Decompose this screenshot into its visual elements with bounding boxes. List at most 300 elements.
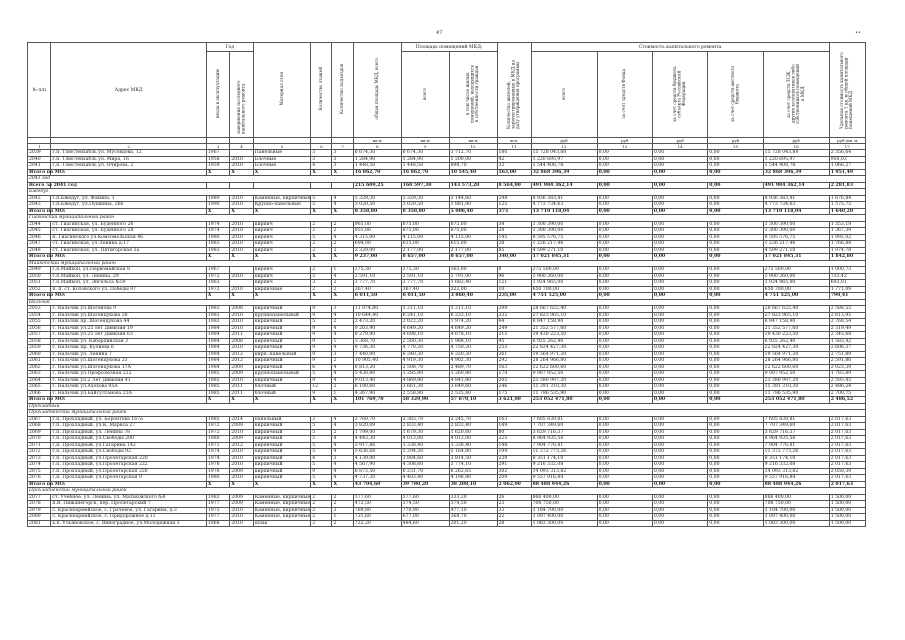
cell-col-8: 8 736,30 bbox=[353, 345, 401, 352]
cell-col-7: 1 bbox=[332, 338, 353, 345]
cell-col-5: кирпич bbox=[253, 234, 310, 241]
cell-col-5: кирпич bbox=[253, 273, 310, 280]
cell-col-3: 1959 bbox=[206, 163, 229, 170]
cell-col-6: 6 bbox=[311, 364, 332, 371]
cell-col-11: 149 bbox=[497, 423, 531, 430]
cell-col-10: 3 260,80 bbox=[449, 371, 497, 378]
cell-col-15: 0,00 bbox=[708, 195, 763, 202]
cell-col-9: 2 560,30 bbox=[401, 338, 449, 345]
cell-col-14: 0,00 bbox=[652, 462, 707, 469]
cell-col-3: 1983 bbox=[206, 247, 229, 254]
cell-col-17: 2 017,63 bbox=[829, 481, 865, 488]
cell-col-11: 33 bbox=[497, 507, 531, 514]
cell-col-9: 2 508,70 bbox=[401, 364, 449, 371]
cell-col-17: 2 281,83 bbox=[829, 182, 865, 189]
cell-col-10: 1 974,20 bbox=[449, 319, 497, 326]
cell-col-10: 5 164,80 bbox=[449, 449, 497, 456]
cell-col-11: 205 bbox=[497, 377, 531, 384]
cell-col-9: 2 558,80 bbox=[401, 390, 449, 397]
cell-col-10: 3 338,40 bbox=[449, 442, 497, 449]
cell-col-9: 2 833,40 bbox=[401, 423, 449, 430]
cell-col-9: 615,00 bbox=[401, 241, 449, 248]
cell-col-6: 3 bbox=[311, 156, 332, 163]
cell-col-3: X bbox=[206, 169, 229, 176]
cell-col-2: ст. Гиагинская, ул. Пятигорская 3а bbox=[51, 247, 206, 254]
cell-col-13: 0,00 bbox=[597, 221, 652, 228]
cell-col-1: 2051 bbox=[28, 280, 51, 287]
cell-col-16: 9 216 332,08 bbox=[763, 462, 829, 469]
cell-col-17: 1 066,27 bbox=[829, 163, 865, 170]
cell-col-12: 9 087 952,50 bbox=[531, 371, 597, 378]
cell-col-15: 0,00 bbox=[708, 371, 763, 378]
cell-col-7: 4 bbox=[332, 364, 353, 371]
cell-col-13: 0,00 bbox=[597, 273, 652, 280]
cell-col-9: 6 231,70 bbox=[401, 468, 449, 475]
cell-col-10: 3 774,10 bbox=[449, 462, 497, 469]
cell-col-4: 2010 bbox=[230, 449, 253, 456]
cell-col-3: 1980 bbox=[206, 475, 229, 482]
cell-col-3: 1984 bbox=[206, 345, 229, 352]
cell-col-4: 2009 bbox=[230, 494, 253, 501]
cell-col-11: 8 564,00 bbox=[497, 182, 531, 189]
cell-col-4: 2009 bbox=[230, 468, 253, 475]
cell-col-13: 0,00 bbox=[597, 195, 652, 202]
cell-col-2: г.п. Прохладный, ул.Пролетарская 222 bbox=[51, 462, 206, 469]
cell-col-11: 174 bbox=[497, 371, 531, 378]
table-body bbox=[28, 150, 866, 527]
cell-col-8: 2 329,00 bbox=[353, 247, 401, 254]
page-number: 47 bbox=[436, 30, 443, 36]
cell-col-11: 125 bbox=[497, 202, 531, 209]
cell-col-15: 0,00 bbox=[708, 390, 763, 397]
cell-col-6: X bbox=[311, 293, 332, 300]
cell-col-6: 9 bbox=[311, 390, 332, 397]
cell-col-4: 2012 bbox=[230, 358, 253, 365]
cell-col-17: 2 050,39 bbox=[829, 468, 865, 475]
cell-col-13: 0,00 bbox=[597, 390, 652, 397]
header-area-group: Площадь помещений МКД: bbox=[401, 43, 497, 52]
section-title: Бжедуг bbox=[28, 189, 866, 196]
cell-col-3: X bbox=[206, 293, 229, 300]
cell-col-10: 4 198,80 bbox=[449, 475, 497, 482]
cell-col-11: 96 bbox=[497, 273, 531, 280]
cell-col-17: 693,01 bbox=[829, 280, 865, 287]
column-number-13: 13 bbox=[597, 144, 652, 150]
column-number-14: 14 bbox=[652, 144, 707, 150]
cell-col-3: 1977 bbox=[206, 501, 229, 508]
cell-col-5: X bbox=[253, 169, 310, 176]
cell-col-13: 0,00 bbox=[597, 423, 652, 430]
cell-col-3: 1985 bbox=[206, 371, 229, 378]
cell-col-6: 9 bbox=[311, 351, 332, 358]
cell-col-9: 8 358,80 bbox=[401, 208, 449, 215]
cell-col-3: 1976 bbox=[206, 468, 229, 475]
cell-col-9: 6 674,30 bbox=[401, 150, 449, 157]
cell-col-10: 4 841,80 bbox=[449, 377, 497, 384]
cell-col-1: 2059 bbox=[28, 345, 51, 352]
column-number-4: 4 bbox=[230, 144, 253, 150]
cell-col-14: 0,00 bbox=[652, 423, 707, 430]
cell-col-9: 484,60 bbox=[401, 520, 449, 527]
cell-col-4: 2010 bbox=[230, 234, 253, 241]
cell-col-15: 0,00 bbox=[708, 228, 763, 235]
cell-col-8: 3 368,70 bbox=[353, 338, 401, 345]
cell-col-4: X bbox=[230, 397, 253, 404]
cell-col-7: 2 bbox=[332, 280, 353, 287]
cell-col-16: 23 380 997,20 bbox=[763, 377, 829, 384]
cell-col-14: 0,00 bbox=[652, 442, 707, 449]
cell-col-1: 2047 bbox=[28, 241, 51, 248]
cell-col-6: X bbox=[311, 481, 332, 488]
cell-col-3: 1972 bbox=[206, 423, 229, 430]
cell-col-13: 0,00 bbox=[597, 455, 652, 462]
cell-col-1: 2054 bbox=[28, 312, 51, 319]
cell-col-9: 5 211,10 bbox=[401, 306, 449, 313]
cell-col-12: 1 300 390,00 bbox=[531, 221, 597, 228]
cell-col-4: 2009 bbox=[230, 371, 253, 378]
header-unit-cost: Удельная стоимость капитального ремонта 1 кв. м общей площади помещений МКД bbox=[829, 43, 865, 138]
cell-col-13: 0,00 bbox=[597, 429, 652, 436]
cell-col-3: 1984 bbox=[206, 332, 229, 339]
cell-col-1: 2067 bbox=[28, 416, 51, 423]
cell-col-1: 2050 bbox=[28, 273, 51, 280]
cell-col-13: 0,00 bbox=[597, 286, 652, 293]
cell-col-1: 2053 bbox=[28, 306, 51, 313]
cell-col-1: 2060 bbox=[28, 351, 51, 358]
cell-col-12: 17 021 845,31 bbox=[531, 254, 597, 261]
cell-col-12: 9 557 916,84 bbox=[531, 475, 597, 482]
cell-col-12: 27 823 965,10 bbox=[531, 312, 597, 319]
cell-col-8: 5 430,80 bbox=[353, 371, 401, 378]
cell-col-11: 10 bbox=[497, 286, 531, 293]
cell-col-11: 209 bbox=[497, 475, 531, 482]
cell-col-6: 2 bbox=[311, 494, 332, 501]
cell-col-17: 2 700,75 bbox=[829, 390, 865, 397]
cell-col-1: 2066 bbox=[28, 390, 51, 397]
cell-col-7: 1 bbox=[332, 390, 353, 397]
cell-col-12: 4 599 271,10 bbox=[531, 247, 597, 254]
cell-col-6: 9 bbox=[311, 338, 332, 345]
cell-col-7: X bbox=[332, 293, 353, 300]
cell-col-5: Блочные bbox=[253, 156, 310, 163]
cell-col-11: 180 bbox=[497, 150, 531, 157]
cell-col-12: 275 500,00 bbox=[531, 267, 597, 274]
cell-col-13: 0,00 bbox=[597, 377, 652, 384]
cell-col-15: 0,00 bbox=[708, 306, 763, 313]
cell-col-15: 0,00 bbox=[708, 384, 763, 391]
cell-col-11: 292 bbox=[497, 358, 531, 365]
cell-col-12: 8 964 935,58 bbox=[531, 436, 597, 443]
cell-col-13: 0,00 bbox=[597, 156, 652, 163]
cell-col-17: 2 017,63 bbox=[829, 442, 865, 449]
cell-col-4: 2009 bbox=[230, 364, 253, 371]
cell-col-6: 9 bbox=[311, 332, 332, 339]
cell-col-16: 1 083 300,00 bbox=[763, 520, 829, 527]
cell-col-7: 4 bbox=[332, 449, 353, 456]
cell-col-16: 27 823 965,10 bbox=[763, 312, 829, 319]
cell-col-4: 2010 bbox=[230, 273, 253, 280]
column-number-6: 6 bbox=[311, 144, 332, 150]
cell-col-5: Блочные bbox=[253, 163, 310, 170]
cell-col-17: 2 486,52 bbox=[829, 397, 865, 404]
cell-col-10: 875,00 bbox=[449, 221, 497, 228]
cell-col-10: 10 545,40 bbox=[449, 169, 497, 176]
cell-col-17: 2 588,55 bbox=[829, 306, 865, 313]
cell-col-6: 5 bbox=[311, 195, 332, 202]
cell-col-13: 0,00 bbox=[597, 332, 652, 339]
cell-col-16: 13 710 118,04 bbox=[763, 208, 829, 215]
cell-col-3: 1985 bbox=[206, 384, 229, 391]
cell-col-14: 0,00 bbox=[652, 247, 707, 254]
cell-col-9: 3 338,40 bbox=[401, 442, 449, 449]
cell-col-14: 0,00 bbox=[652, 254, 707, 261]
cell-col-12: 6 925 262,40 bbox=[531, 338, 597, 345]
cell-col-8: 1 799,00 bbox=[353, 429, 401, 436]
cell-col-1: Итого по МО: bbox=[29, 169, 66, 175]
cell-col-8: 3 029,50 bbox=[353, 202, 401, 209]
cell-col-9: 4 649,20 bbox=[401, 325, 449, 332]
unit-cell-17: руб./кв. м bbox=[829, 138, 865, 144]
cell-col-10: 4 750,20 bbox=[449, 345, 497, 352]
cell-col-12: 9 216 332,08 bbox=[531, 462, 597, 469]
cell-col-8: 1 448,50 bbox=[353, 163, 401, 170]
repair-program-table bbox=[27, 42, 866, 527]
cell-col-3: 1958 bbox=[206, 156, 229, 163]
column-number-12: 12 bbox=[531, 144, 597, 150]
section-title: Прохладненский муниципальный район bbox=[28, 488, 866, 495]
cell-col-9: 3 029,50 bbox=[401, 202, 449, 209]
cell-col-9: 5 294,20 bbox=[401, 449, 449, 456]
cell-col-17: 2 017,63 bbox=[829, 475, 865, 482]
cell-col-9: 875,00 bbox=[401, 228, 449, 235]
cell-col-9: 577,60 bbox=[401, 494, 449, 501]
cell-col-16: 6 925 262,40 bbox=[763, 338, 829, 345]
cell-col-16: 6 847 158,90 bbox=[763, 319, 829, 326]
cell-col-16: 9 557 916,84 bbox=[763, 475, 829, 482]
cell-col-4: X bbox=[230, 481, 253, 488]
header-cost-group: Стоимость капитального ремонта bbox=[531, 43, 829, 52]
cell-col-14: 0,00 bbox=[652, 267, 707, 274]
cell-col-17: 1 771,09 bbox=[829, 286, 865, 293]
cell-col-6: X bbox=[311, 169, 332, 176]
cell-col-12: 491 984 362,14 bbox=[531, 182, 597, 189]
cell-col-7: 4 bbox=[332, 345, 353, 352]
cell-col-6: 5 bbox=[311, 273, 332, 280]
cell-col-2: г.п. Прохладный, ул.Пролетарская 9 bbox=[51, 475, 206, 482]
cell-col-1: 2081 bbox=[28, 520, 51, 527]
cell-col-4: 2010 bbox=[230, 202, 253, 209]
unit-cell-13: руб bbox=[597, 138, 652, 144]
cell-col-9: 4 308,60 bbox=[401, 462, 449, 469]
cell-col-11: 121 bbox=[497, 280, 531, 287]
cell-col-4: 2010 bbox=[230, 156, 253, 163]
cell-col-3: 1972 bbox=[206, 273, 229, 280]
cell-col-10: 6 233,10 bbox=[449, 312, 497, 319]
cell-col-7: 4 bbox=[332, 332, 353, 339]
cell-col-8: 215 609,25 bbox=[353, 182, 401, 189]
cell-col-5: кирпичный bbox=[253, 377, 310, 384]
cell-col-13: 0,00 bbox=[597, 169, 652, 176]
cell-col-3: 1985 bbox=[206, 416, 229, 423]
cell-col-4: 2012 bbox=[230, 351, 253, 358]
cell-col-8: 6 011,50 bbox=[353, 293, 401, 300]
cell-col-8: 722,20 bbox=[353, 520, 401, 527]
cell-col-8: 9 203,90 bbox=[353, 325, 401, 332]
corner-mark: •• bbox=[855, 30, 861, 36]
header-entrances: Количество подъездов bbox=[332, 43, 353, 138]
cell-col-1: 2040 bbox=[28, 156, 51, 163]
unit-cell-10: кв.м bbox=[449, 138, 497, 144]
cell-col-17: 2 017,63 bbox=[829, 423, 865, 430]
cell-col-5: кирп.-панельный bbox=[253, 351, 310, 358]
cell-col-5: Каменные, кирпичные bbox=[254, 195, 311, 201]
cell-col-5: кирпич bbox=[253, 267, 310, 274]
cell-col-1: 2075 bbox=[28, 468, 51, 475]
cell-col-9: 6 241,10 bbox=[401, 312, 449, 319]
cell-col-7: 4 bbox=[332, 468, 353, 475]
cell-col-15: 0,00 bbox=[708, 416, 763, 423]
cell-col-16: 22 824 427,30 bbox=[763, 345, 829, 352]
cell-col-17: 1 766,88 bbox=[829, 241, 865, 248]
cell-col-2: г. Нальчик ул.25 лет Дивизии 63 bbox=[51, 332, 206, 339]
cell-col-6: 5 bbox=[311, 462, 332, 469]
cell-col-3: 1982 bbox=[206, 494, 229, 501]
cell-col-2: ст. Учебное, ул. Ленина, ул. Мальковского №8 bbox=[51, 494, 206, 501]
cell-col-8: 10 644,40 bbox=[353, 312, 401, 319]
cell-col-9: 4 919,30 bbox=[401, 358, 449, 365]
cell-col-16: 1 924 965,00 bbox=[763, 280, 829, 287]
cell-col-13: 0,00 bbox=[597, 293, 652, 300]
cell-col-16: 4 773 734,63 bbox=[763, 202, 829, 209]
cell-col-13: 0,00 bbox=[597, 338, 652, 345]
cell-col-16: 275 500,00 bbox=[763, 267, 829, 274]
cell-col-3: 1983 bbox=[206, 241, 229, 248]
cell-col-4: 2010 bbox=[230, 455, 253, 462]
cell-col-7: X bbox=[332, 397, 353, 404]
cell-col-5: кирпичный bbox=[253, 364, 310, 371]
cell-col-16: 8 964 935,58 bbox=[763, 436, 829, 443]
cell-col-2: с. Красноармейское, с. Грачевое, ул. Гагарина, д.3 bbox=[51, 507, 206, 514]
cell-col-10: 1 968,10 bbox=[449, 338, 497, 345]
column-number-3: 3 bbox=[206, 144, 229, 150]
cell-col-8: 367,40 bbox=[353, 286, 401, 293]
cell-col-10: 4 115,00 bbox=[449, 234, 497, 241]
cell-col-8: 11 074,80 bbox=[353, 306, 401, 313]
cell-col-11: 253 bbox=[497, 345, 531, 352]
cell-col-3: 1972 bbox=[206, 286, 229, 293]
cell-col-9: 16 862,70 bbox=[401, 169, 449, 176]
cell-col-3: 1990 bbox=[206, 202, 229, 209]
cell-col-13: 0,00 bbox=[597, 319, 652, 326]
cell-col-1: 2064 bbox=[28, 377, 51, 384]
cell-col-15: 0,00 bbox=[708, 286, 763, 293]
cell-col-4: 2008 bbox=[230, 338, 253, 345]
cell-col-17: 2 613,95 bbox=[829, 312, 865, 319]
cell-col-12: 15 391 310,30 bbox=[531, 384, 597, 391]
cell-col-17: 1 992,02 bbox=[829, 234, 865, 241]
cell-col-11: 373 bbox=[497, 208, 531, 215]
cell-col-10: 1 682,40 bbox=[449, 280, 497, 287]
cell-col-12: 19 430 223,50 bbox=[531, 332, 597, 339]
cell-col-9: 677,00 bbox=[401, 514, 449, 521]
cell-col-11: 163 bbox=[497, 416, 531, 423]
cell-col-16: 19 564 971,20 bbox=[763, 351, 829, 358]
cell-col-17: 1 500,00 bbox=[829, 507, 865, 514]
cell-col-2: г.п.Бжедуг, ул. Фокина, 1 bbox=[51, 195, 206, 202]
cell-col-6: 2 bbox=[311, 520, 332, 527]
cell-col-12: 866 400,00 bbox=[531, 494, 597, 501]
cell-col-13: 0,00 bbox=[597, 501, 652, 508]
cell-col-2: г.п. Прохладный, ул. Боронтова 167а bbox=[51, 416, 206, 423]
cell-col-8: 3 917,86 bbox=[353, 442, 401, 449]
cell-col-5: X bbox=[253, 481, 310, 488]
cell-col-2: п. Гиагинского ул.Комсомольская 46 bbox=[51, 234, 206, 241]
cell-col-11: 291 bbox=[497, 462, 531, 469]
cell-col-12: 4 751 525,00 bbox=[531, 293, 597, 300]
cell-col-15: 0,00 bbox=[708, 345, 763, 352]
cell-col-14: 0,00 bbox=[652, 202, 707, 209]
cell-col-9: 1 448,50 bbox=[401, 163, 449, 170]
header-cost-region: за счет средств бюджета субъекта Российской Федерации bbox=[652, 52, 707, 138]
cell-col-14: 0,00 bbox=[652, 455, 707, 462]
cell-col-5: кирпич bbox=[253, 241, 310, 248]
cell-col-8: 101 769,70 bbox=[353, 397, 401, 404]
cell-col-16: 1 300 390,00 bbox=[763, 228, 829, 235]
cell-col-12: 6 847 158,90 bbox=[531, 319, 597, 326]
cell-col-1: 2076 bbox=[28, 475, 51, 482]
column-number-15: 15 bbox=[708, 144, 763, 150]
cell-col-5: кирпичный bbox=[253, 449, 310, 456]
header-address: Адрес МКД bbox=[51, 43, 206, 138]
cell-col-10: 143 573,20 bbox=[449, 182, 497, 189]
cell-col-8: 694,00 bbox=[353, 241, 401, 248]
cell-col-7: 2 bbox=[332, 520, 353, 527]
cell-col-2: г. Нальчик ул. Кабардинская 3 bbox=[51, 338, 206, 345]
cell-col-5: Крупно-панельные bbox=[253, 202, 310, 209]
cell-col-5: кирпичные bbox=[253, 286, 310, 293]
cell-col-13: 0,00 bbox=[597, 468, 652, 475]
cell-col-8: 4 139,00 bbox=[353, 455, 401, 462]
cell-col-6: X bbox=[311, 208, 332, 215]
cell-col-15: 0,00 bbox=[708, 462, 763, 469]
column-number-1: 1 bbox=[28, 144, 51, 150]
cell-col-10: 4 678,10 bbox=[449, 332, 497, 339]
cell-col-10: 3 860,40 bbox=[449, 293, 497, 300]
cell-col-11: 23 bbox=[497, 501, 531, 508]
cell-col-2: г.п. Прохладный, ул.К. Маркса 27 bbox=[51, 423, 206, 430]
cell-col-1: 2041 bbox=[28, 163, 51, 170]
column-number-7: 7 bbox=[332, 144, 353, 150]
cell-col-4: 2010 bbox=[230, 247, 253, 254]
cell-col-5: крупнопанельный bbox=[253, 371, 310, 378]
cell-col-13: 0,00 bbox=[597, 247, 652, 254]
cell-col-12: 7 904 776,81 bbox=[531, 442, 597, 449]
cell-col-8: 3 769,70 bbox=[353, 416, 401, 423]
cell-col-4: X bbox=[230, 208, 253, 215]
unit-cell-8: кв.м bbox=[353, 138, 401, 144]
cell-col-16: 650 700,00 bbox=[763, 286, 829, 293]
cell-col-9: 6 011,50 bbox=[401, 293, 449, 300]
cell-col-15: 0,00 bbox=[708, 364, 763, 371]
cell-col-17: 1 974,78 bbox=[829, 247, 865, 254]
cell-col-15: 0,00 bbox=[708, 358, 763, 365]
cell-col-10: 3 814,50 bbox=[449, 455, 497, 462]
cell-col-5: кирпичный bbox=[253, 442, 310, 449]
cell-col-2: г. Нальчик ул.Байсултанова 25А bbox=[51, 390, 206, 397]
cell-col-5: кирпичный bbox=[253, 306, 310, 313]
cell-col-12: 8 595 576,75 bbox=[531, 234, 597, 241]
cell-col-11: 163 bbox=[497, 364, 531, 371]
